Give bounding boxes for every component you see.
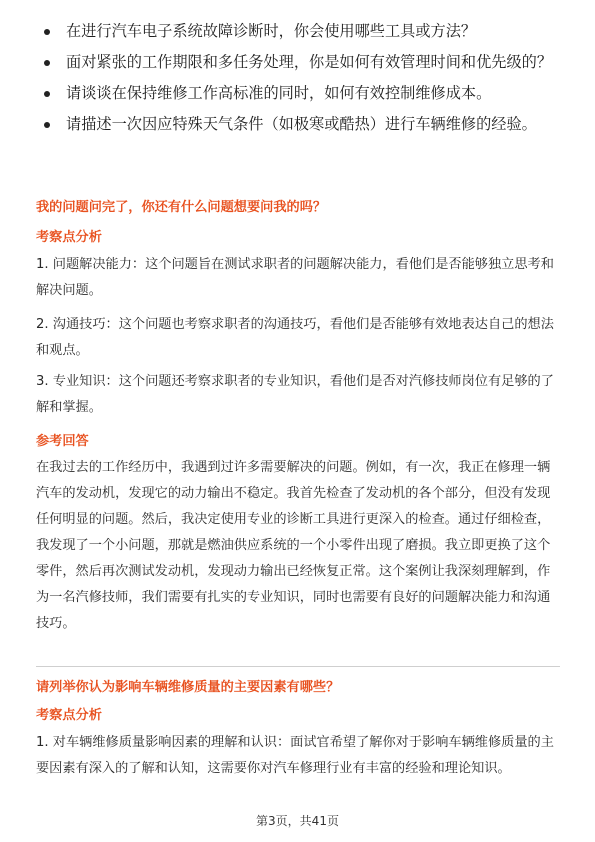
bullet-text: 请谈谈在保持维修工作高标准的同时，如何有效控制维修成本。 [66,84,492,102]
bullet-item [36,113,561,136]
bullet-text: 在进行汽车电子系统故障诊断时，你会使用哪些工具或方法？ [66,22,477,40]
bullet-dot-icon [44,60,50,66]
bullet-dot-icon [44,29,50,35]
section1-analysis-item-3: 3. 专业知识：这个问题还考察求职者的专业知识，看他们是否对汽修技师岗位有足够的了解和掌握。 [36,374,554,415]
section1-analysis-item-1: 1. 问题解决能力：这个问题旨在测试求职者的问题解决能力，看他们是否能够独立思考和解决问题。 [36,257,554,298]
bullet-item [36,20,561,43]
section1-question: 我的问题问完了，你还有什么问题想要问我的吗？ [36,200,327,215]
bullet-text: 面对紧张的工作期限和多任务处理，你是如何有效管理时间和优先级的？ [66,53,552,71]
section2-question: 请列举你认为影响车辆维修质量的主要因素有哪些？ [36,680,340,695]
bullet-text: 请描述一次因应特殊天气条件（如极寒或酷热）进行车辆维修的经验。 [66,115,537,133]
section1-analysis-heading: 考察点分析 [36,230,102,245]
section-divider [36,666,560,667]
section1-analysis-item-2: 2. 沟通技巧：这个问题也考察求职者的沟通技巧，看他们是否能够有效地表达自己的想法和观点。 [36,317,554,358]
page-number-footer: 第3页，共41页 [256,814,339,828]
section2-analysis-heading: 考察点分析 [36,708,102,723]
bullet-dot-icon [44,122,50,128]
section1-answer-text: 在我过去的工作经历中，我遇到过许多需要解决的问题。例如，有一次，我正在修理一辆汽车的发动机，发现它的动力输出不稳定。我首先检查了发动机的各个部分，但没有发现任何明显的问题。然后，我决定使用专业的诊断工具进行更深入的检查。通过仔细检查，我发现了一个小问题，那就是燃油供应系统的一个小零件出现了磨损。我立即更换了这个零件，然后再次测试发动机，发现动力输出已经恢复正常。这个案例让我深刻理解到，作为一名汽修技师，我们需要有扎实的专业知识，同时也需要有良好的问题解决能力和沟通技巧。 [36,460,551,631]
bullet-item [36,51,561,74]
bullet-item [36,82,561,105]
bullet-dot-icon [44,91,50,97]
question-bullet-list [36,20,561,144]
section2-analysis-item-1: 1. 对车辆维修质量影响因素的理解和认识：面试官希望了解你对于影响车辆维修质量的主要因素有深入的了解和认知，这需要你对汽车修理行业有丰富的经验和理论知识。 [36,735,554,776]
section1-answer-heading: 参考回答 [36,434,89,449]
